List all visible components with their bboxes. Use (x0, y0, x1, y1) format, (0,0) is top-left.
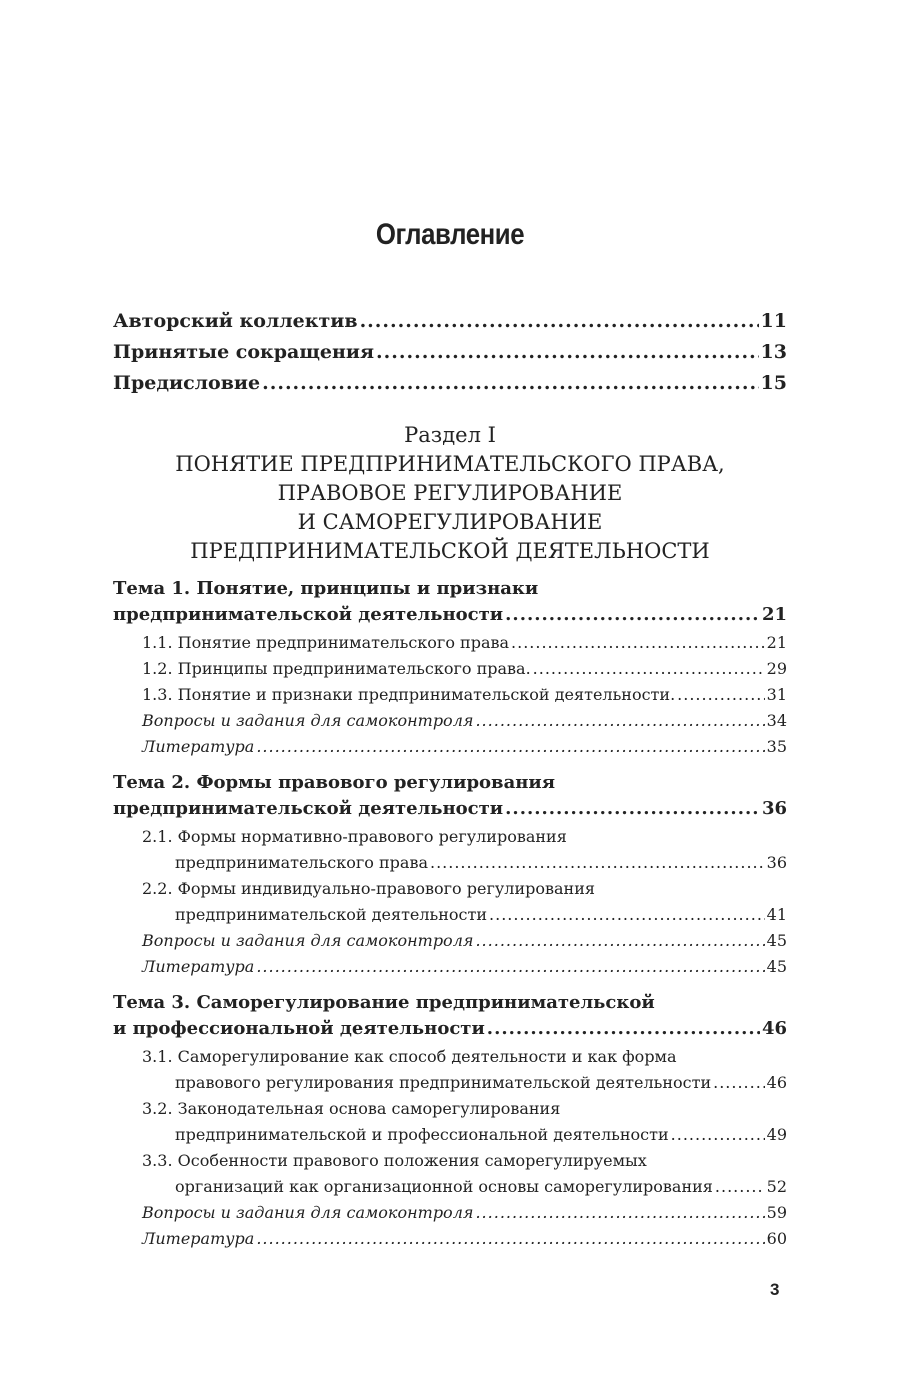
subtopic-page: 31 (766, 685, 787, 704)
dot-leader (511, 630, 765, 656)
toc-entry-page: 13 (760, 341, 787, 363)
literature-entry[interactable] (113, 954, 787, 980)
dot-leader (475, 928, 764, 954)
toc-entry-preface[interactable] (113, 368, 787, 399)
subtopic-3-2[interactable] (113, 1096, 787, 1148)
dot-leader (256, 954, 764, 980)
subtopic-label: 1.1. Понятие предпринимательского права (142, 633, 510, 652)
topic-entry[interactable] (113, 602, 787, 628)
subtopic-label: 3.2. Законодательная основа саморегулирования (142, 1099, 561, 1118)
literature-label: Литература (142, 957, 255, 976)
dot-leader (262, 368, 758, 399)
subtopic-3-1[interactable] (113, 1044, 787, 1096)
section-title-line: ПОНЯТИЕ ПРЕДПРИНИМАТЕЛЬСКОГО ПРАВА, (175, 452, 725, 476)
subtopic-page: 49 (766, 1125, 787, 1144)
subtopic-label: 2.2. Формы индивидуально-правового регулирования (142, 879, 595, 898)
dot-leader (671, 1122, 765, 1148)
topic-page: 21 (761, 604, 787, 625)
dot-leader (256, 734, 764, 760)
subtopic-2-1[interactable] (113, 824, 787, 876)
topic-title-line: предпринимательской деятельности (113, 798, 504, 819)
dot-leader (376, 337, 759, 368)
section-label: Раздел I (404, 423, 496, 447)
questions-entry[interactable] (113, 708, 787, 734)
subtopic-page: 52 (766, 1177, 787, 1196)
dot-leader (715, 1174, 765, 1200)
topic-entry[interactable] (113, 796, 787, 822)
toc-entry-page: 11 (760, 310, 787, 332)
topic-title-line: Тема 1. Понятие, принципы и признаки (113, 578, 539, 599)
subtopic-1-1[interactable] (113, 630, 787, 656)
literature-label: Литература (142, 1229, 255, 1248)
questions-page: 45 (766, 931, 787, 950)
literature-entry[interactable] (113, 734, 787, 760)
topic-title-line: и профессиональной деятельности (113, 1018, 485, 1039)
subtopic-label: организаций как организационной основы саморегулирования (175, 1177, 713, 1196)
dot-leader (505, 602, 760, 628)
topic-page: 46 (761, 1018, 787, 1039)
subtopic-label: 1.2. Принципы предпринимательского права. (142, 659, 531, 678)
subtopic-label: 3.3. Особенности правового положения саморегулируемых (142, 1151, 647, 1170)
subtopic-label: правового регулирования предпринимательской деятельности (175, 1073, 712, 1092)
subtopic-label: 2.1. Формы нормативно-правового регулирования (142, 827, 567, 846)
dot-leader (430, 850, 765, 876)
subtopic-page: 46 (766, 1073, 787, 1092)
dot-leader (489, 902, 765, 928)
dot-leader (505, 796, 760, 822)
topic-3 (113, 990, 787, 1252)
questions-label: Вопросы и задания для самоконтроля (142, 1203, 474, 1222)
dot-leader (487, 1016, 760, 1042)
questions-label: Вопросы и задания для самоконтроля (142, 711, 474, 730)
questions-page: 34 (766, 711, 787, 730)
questions-label: Вопросы и задания для самоконтроля (142, 931, 474, 950)
section-heading (113, 421, 787, 566)
subtopic-page: 21 (766, 633, 787, 652)
literature-label: Литература (142, 737, 255, 756)
page-number: 3 (770, 1280, 780, 1299)
toc-entry-label: Принятые сокращения (113, 341, 375, 363)
subtopic-label: 3.1. Саморегулирование как способ деятельности и как форма (142, 1047, 677, 1066)
subtopic-label: предпринимательского права (175, 853, 428, 872)
topic-title-line: Тема 2. Формы правового регулирования (113, 772, 556, 793)
topic-title-line: Тема 3. Саморегулирование предпринимательской (113, 992, 655, 1013)
toc-entry-label: Авторский коллектив (113, 310, 358, 332)
topic-2 (113, 770, 787, 980)
dot-leader (533, 656, 765, 682)
subtopic-page: 41 (766, 905, 787, 924)
topic-page: 36 (761, 798, 787, 819)
section-title-line: И САМОРЕГУЛИРОВАНИЕ (297, 510, 603, 534)
topic-entry[interactable] (113, 1016, 787, 1042)
section-title-line: ПРАВОВОЕ РЕГУЛИРОВАНИЕ (277, 481, 623, 505)
dot-leader (475, 1200, 764, 1226)
subtopic-label: 1.3. Понятие и признаки предпринимательской деятельности. (142, 685, 676, 704)
subtopic-1-2[interactable] (113, 656, 787, 682)
topic-1 (113, 576, 787, 760)
dot-leader (475, 708, 764, 734)
page-title: Оглавление (375, 218, 525, 251)
dot-leader (360, 306, 759, 337)
questions-entry[interactable] (113, 1200, 787, 1226)
toc-entry-authors[interactable] (113, 306, 787, 337)
section-title-line: ПРЕДПРИНИМАТЕЛЬСКОЙ ДЕЯТЕЛЬНОСТИ (190, 539, 710, 563)
table-of-contents (113, 306, 787, 1252)
subtopic-label: предпринимательской и профессиональной деятельности (175, 1125, 669, 1144)
literature-page: 35 (766, 737, 787, 756)
subtopic-1-3[interactable] (113, 682, 787, 708)
literature-entry[interactable] (113, 1226, 787, 1252)
topic-title-line: предпринимательской деятельности (113, 604, 504, 625)
literature-page: 60 (766, 1229, 787, 1248)
questions-entry[interactable] (113, 928, 787, 954)
subtopic-3-3[interactable] (113, 1148, 787, 1200)
subtopic-label: предпринимательской деятельности (175, 905, 488, 924)
toc-entry-label: Предисловие (113, 372, 261, 394)
questions-page: 59 (766, 1203, 787, 1222)
subtopic-page: 29 (766, 659, 787, 678)
subtopic-page: 36 (766, 853, 787, 872)
dot-leader (713, 1070, 765, 1096)
subtopic-2-2[interactable] (113, 876, 787, 928)
dot-leader (677, 682, 764, 708)
toc-entry-page: 15 (760, 372, 787, 394)
literature-page: 45 (766, 957, 787, 976)
toc-entry-abbreviations[interactable] (113, 337, 787, 368)
dot-leader (256, 1226, 764, 1252)
